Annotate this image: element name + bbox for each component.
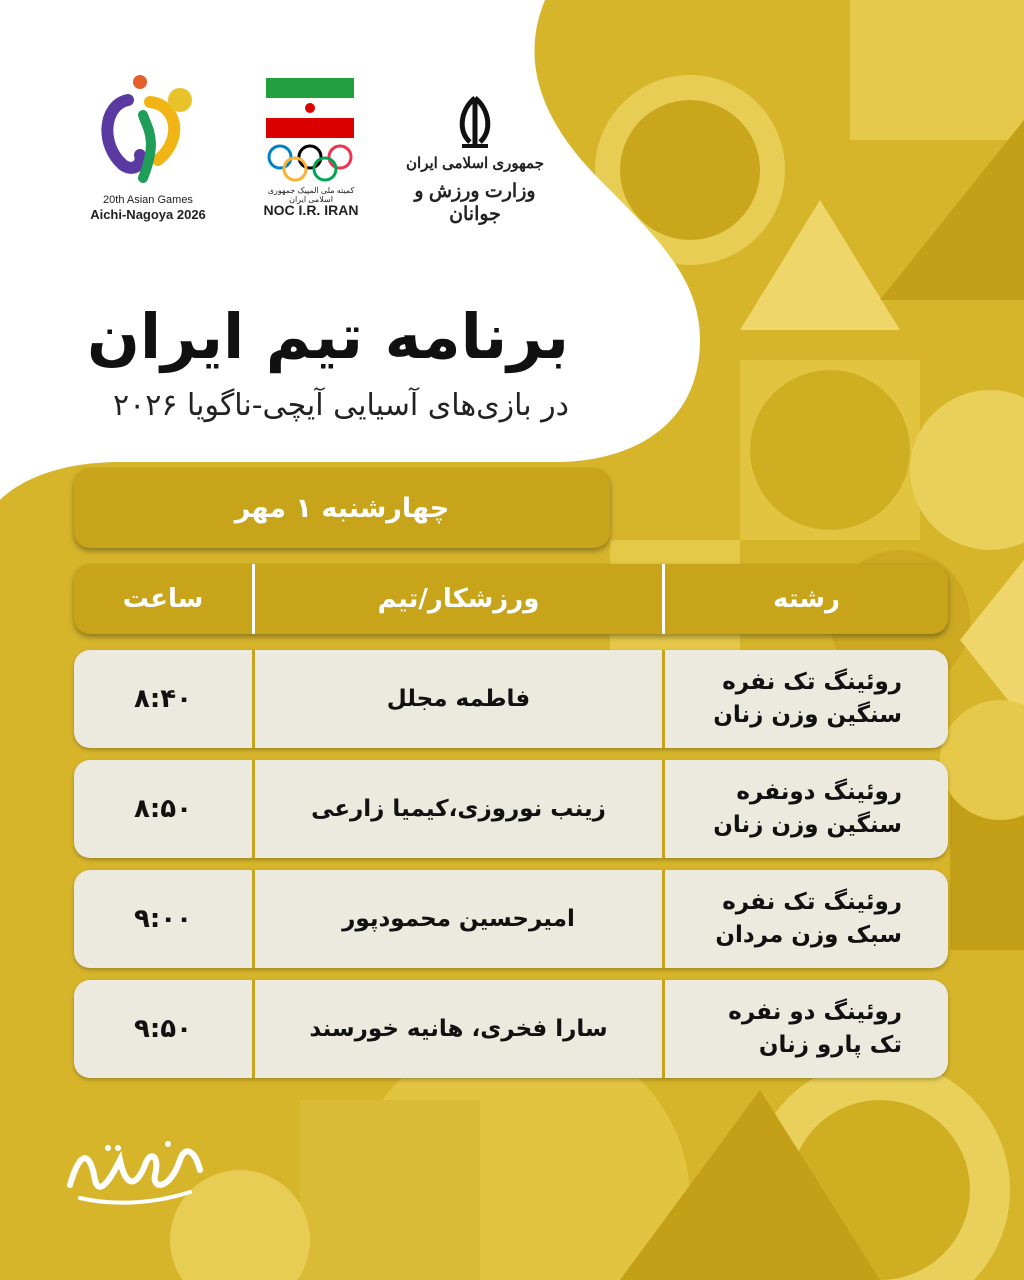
table-header — [74, 564, 948, 634]
date-label: چهارشنبه ۱ مهر — [234, 492, 450, 524]
ministry-line2: وزارت ورزش و جوانان — [414, 181, 536, 225]
athlete-cell: سارا فخری، هانیه خورسند — [309, 1016, 608, 1042]
page-title: برنامه تیم ایران — [86, 300, 569, 373]
athlete-cell: امیرحسین محمودپور — [342, 906, 575, 932]
iran-emblem-icon — [390, 70, 560, 150]
flag-olympic-rings-icon — [256, 70, 366, 200]
ministry-logo — [390, 70, 560, 225]
table-row — [74, 760, 948, 858]
page-subtitle: در بازی‌های آسیایی آیچی-ناگویا ۲۰۲۶ — [112, 388, 569, 423]
sport-cell: روئینگ تک نفره سنگین وزن زنان — [713, 668, 902, 728]
asian-games-logo — [88, 70, 208, 220]
date-bar — [74, 468, 610, 548]
time-cell: ۹:۵۰ — [134, 1014, 193, 1044]
table-row — [74, 980, 948, 1078]
iran-ghahreman-logo — [60, 1130, 210, 1210]
noc-logo — [256, 70, 366, 220]
athlete-cell: زینب نوروزی،کیمیا زارعی — [311, 796, 606, 822]
noc-text: NOC I.R. IRAN — [263, 202, 359, 218]
header-time: ساعت — [122, 584, 204, 614]
sport-cell: روئینگ دو نفره تک پارو زنان — [728, 998, 902, 1058]
noc-persian-text: کمیته ملی المپیک جمهوری اسلامی ایران — [267, 186, 355, 204]
sport-cell: روئینگ تک نفره سبک وزن مردان — [715, 888, 902, 948]
table-row — [74, 650, 948, 748]
asian-games-line1: 20th Asian Games — [103, 194, 193, 206]
time-cell: ۸:۵۰ — [134, 794, 193, 824]
header-athlete: ورزشکار/تیم — [377, 584, 540, 614]
time-cell: ۸:۴۰ — [134, 684, 193, 714]
sport-cell: روئینگ دونفره سنگین وزن زنان — [713, 778, 902, 838]
athlete-cell: فاطمه مجلل — [386, 686, 531, 712]
header-sport: رشته — [773, 584, 840, 614]
table-row — [74, 870, 948, 968]
asian-games-emblem-icon — [88, 70, 208, 190]
ministry-line1: جمهوری اسلامی ایران — [406, 155, 544, 172]
asian-games-line2: Aichi-Nagoya 2026 — [90, 207, 206, 222]
time-cell: ۹:۰۰ — [134, 904, 193, 934]
